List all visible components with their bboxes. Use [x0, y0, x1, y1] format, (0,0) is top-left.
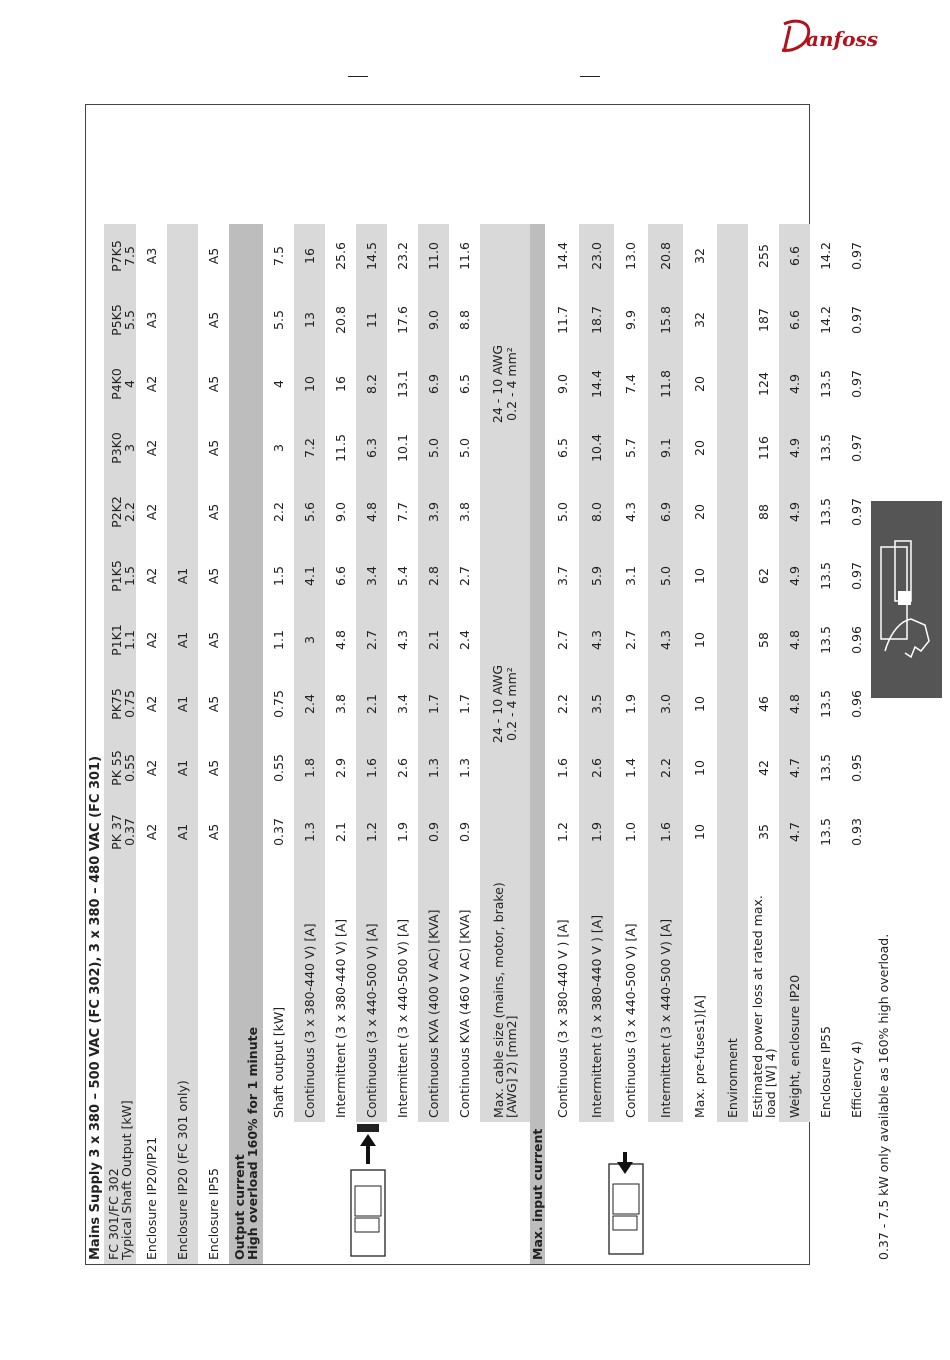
cell-value: 10 — [692, 632, 708, 648]
cell-value: 9.0 — [333, 502, 348, 522]
row-label: Max. pre-fuses1)[A] — [692, 995, 708, 1118]
danfoss-logo — [778, 16, 890, 60]
cell-value: 9.0 — [418, 288, 449, 352]
blank — [748, 1122, 779, 1264]
cell-value — [167, 224, 198, 288]
output-row — [418, 224, 449, 1264]
cell-value: 255 — [756, 244, 771, 268]
cell-value: A2 — [144, 631, 159, 649]
cell-value — [717, 800, 748, 864]
cell-value: 1.2 — [356, 800, 387, 864]
cable-size-row — [480, 224, 530, 1264]
output-row — [294, 224, 325, 1264]
cell-value: A1 — [167, 608, 198, 672]
cell-value: 2.7 — [356, 608, 387, 672]
cell-value: 0.75 — [271, 690, 286, 718]
cell-value: 5.5 — [271, 310, 286, 330]
row-label: Intermittent (3 x 440-500 V) [A] — [648, 864, 682, 1122]
cell-value: 187 — [756, 308, 771, 332]
svg-text:anfoss: anfoss — [806, 27, 878, 51]
cell-value — [717, 672, 748, 736]
row-label: Intermittent (3 x 440-500 V) [A] — [395, 918, 410, 1118]
output-row — [387, 224, 418, 1264]
cell-value: A5 — [206, 695, 221, 713]
cell-value: 0.97 — [849, 370, 864, 398]
cell-value: 88 — [756, 504, 771, 520]
cell-value: A1 — [167, 544, 198, 608]
cell-value: 18.7 — [579, 288, 613, 352]
cell-value: 7.4 — [623, 374, 639, 394]
drive-motor-picture — [263, 1122, 530, 1264]
cell-value: 3.7 — [554, 566, 570, 586]
row-label: Shaft output [kW] — [271, 1006, 286, 1118]
cell-value — [167, 480, 198, 544]
cell-value: 13.5 — [818, 498, 833, 526]
cell-value: 7.2 — [294, 416, 325, 480]
row-label: Intermittent (3 x 380-440 V) [A] — [333, 918, 348, 1118]
rotated-table — [86, 114, 891, 1264]
cell-value: 10 — [692, 824, 708, 840]
cell-value: 11.8 — [648, 352, 682, 416]
cell-value: 5.7 — [623, 438, 639, 458]
row-label: Continuous (3 x 380-440 V ) [A] — [554, 919, 570, 1118]
model-header: PK 55 0.55 — [104, 736, 136, 800]
env-row — [748, 224, 779, 1264]
cell-value: 3 — [271, 444, 286, 452]
mains-supply-table — [86, 224, 872, 1264]
row-label: Continuous KVA (400 V AC) [KVA] — [418, 864, 449, 1122]
cell-value: 62 — [756, 568, 771, 584]
enclosure-ip20-ip21-row — [136, 224, 167, 1264]
cell-value: 0.96 — [849, 626, 864, 654]
row-label: Continuous (3 x 380-440 V) [A] — [294, 864, 325, 1122]
cell-value — [717, 736, 748, 800]
cell-value: 13.5 — [818, 818, 833, 846]
cell-value: 3.8 — [457, 502, 472, 522]
cell-value: A2 — [144, 759, 159, 777]
cell-value: 1.4 — [623, 758, 639, 778]
cell-value: 1.6 — [554, 758, 570, 778]
cell-value: 0.93 — [849, 818, 864, 846]
cell-value: 5.0 — [457, 438, 472, 458]
enclosure-ip20-fc301-row — [167, 224, 198, 1264]
env-row — [779, 224, 810, 1264]
cell-value: 2.1 — [356, 672, 387, 736]
cell-value: 25.6 — [333, 242, 348, 270]
environment-row — [717, 224, 748, 1264]
cell-value: A1 — [167, 736, 198, 800]
cell-value: 5.0 — [648, 544, 682, 608]
cell-value: A2 — [144, 823, 159, 841]
cell-value: 11 — [356, 288, 387, 352]
table-title: Mains Supply 3 x 380 – 500 VAC (FC 302), 3 x 380 – 480 VAC (FC 301) — [87, 755, 103, 1260]
cell-value: 4.3 — [623, 502, 639, 522]
cell-value: 6.6 — [779, 288, 810, 352]
cell-value: 1.7 — [418, 672, 449, 736]
cell-value: 13.5 — [818, 626, 833, 654]
cell-value: 10 — [692, 568, 708, 584]
cell-value: 10 — [692, 696, 708, 712]
cell-value: 8.8 — [457, 310, 472, 330]
cell-value: A1 — [167, 672, 198, 736]
cable-value: 24 - 10 AWG 0.2 - 4 mm² — [480, 544, 530, 864]
model-header: P7K5 7.5 — [104, 224, 136, 288]
cell-value — [717, 480, 748, 544]
cell-value: 3.5 — [579, 672, 613, 736]
footnote: 0.37 - 7.5 kW only available as 160% high overload. — [876, 933, 891, 1260]
input-row — [614, 224, 648, 1264]
cell-value: A5 — [206, 375, 221, 393]
output-row — [356, 224, 387, 1264]
row-label: Weight, enclosure IP20 — [779, 864, 810, 1122]
cell-value: 5.6 — [294, 480, 325, 544]
cell-value: 0.97 — [849, 498, 864, 526]
cell-value: 5.9 — [579, 544, 613, 608]
cell-value: 3.4 — [356, 544, 387, 608]
cell-value: 2.1 — [333, 822, 348, 842]
cell-value: 4.8 — [779, 608, 810, 672]
cell-value — [717, 352, 748, 416]
cell-value: 0.97 — [849, 242, 864, 270]
cell-value: 6.9 — [418, 352, 449, 416]
cell-value: 0.95 — [849, 754, 864, 782]
model-header: P1K5 1.5 — [104, 544, 136, 608]
cell-value: 23.0 — [579, 224, 613, 288]
cell-value: 20.8 — [333, 306, 348, 334]
cell-value: 0.55 — [271, 754, 286, 782]
cell-value: 6.6 — [333, 566, 348, 586]
cell-value: 4.8 — [356, 480, 387, 544]
cell-value: 4.3 — [395, 630, 410, 650]
environment-label: Environment — [717, 864, 748, 1122]
cell-value — [717, 224, 748, 288]
cell-value — [167, 416, 198, 480]
cell-value: 7.5 — [271, 246, 286, 266]
cell-value: 10.4 — [579, 416, 613, 480]
cell-value: 35 — [756, 824, 771, 840]
drive-input-picture — [545, 1122, 717, 1264]
cell-value: 4.8 — [333, 630, 348, 650]
cell-value: 0.97 — [849, 306, 864, 334]
cell-value: 2.4 — [294, 672, 325, 736]
row-label: Continuous (3 x 440-500 V) [A] — [623, 923, 639, 1118]
cell-value: 1.8 — [294, 736, 325, 800]
output-row — [449, 224, 480, 1264]
input-row — [683, 224, 717, 1264]
cell-value: 0.37 — [271, 818, 286, 846]
cell-value: 3 — [294, 608, 325, 672]
cell-value: A2 — [144, 439, 159, 457]
cell-value: 1.1 — [271, 630, 286, 650]
cell-value: 6.3 — [356, 416, 387, 480]
cell-value: 2.6 — [395, 758, 410, 778]
cell-value: A5 — [206, 567, 221, 585]
model-header: P2K2 2.2 — [104, 480, 136, 544]
cell-value: 42 — [756, 760, 771, 776]
input-row — [545, 224, 579, 1264]
cell-value: A5 — [206, 439, 221, 457]
output-band-label — [229, 224, 263, 1264]
cell-value — [717, 608, 748, 672]
cell-value: 4.7 — [779, 736, 810, 800]
cell-value: 4.3 — [579, 608, 613, 672]
cell-value: 11.7 — [554, 306, 570, 334]
row-label: Max. cable size (mains, motor, brake) [AWG] 2) [mm2] — [480, 864, 530, 1122]
cell-value: 6.5 — [457, 374, 472, 394]
cell-value: A5 — [206, 503, 221, 521]
cell-value: A5 — [206, 631, 221, 649]
cell-value: 3.9 — [418, 480, 449, 544]
model-header: P4K0 4 — [104, 352, 136, 416]
cell-value: 7.7 — [395, 502, 410, 522]
cell-value: 5.0 — [554, 502, 570, 522]
blank — [841, 1122, 872, 1264]
cell-value: 13.5 — [818, 434, 833, 462]
max-input-current-band — [530, 224, 545, 1264]
cell-value: 3.4 — [395, 694, 410, 714]
cell-value: 2.7 — [554, 630, 570, 650]
cell-value: 0.9 — [418, 800, 449, 864]
output-row — [263, 224, 294, 1264]
fc-label: FC 301/FC 302 Typical Shaft Output [kW] — [104, 864, 136, 1264]
cell-value: 17.6 — [395, 306, 410, 334]
cell-value: 2.8 — [418, 544, 449, 608]
cell-value: 1.6 — [648, 800, 682, 864]
cell-value: 11.6 — [457, 242, 472, 270]
cell-value: 10 — [692, 760, 708, 776]
cell-value: 124 — [756, 372, 771, 396]
cell-value: 4.1 — [294, 544, 325, 608]
cell-value: 13 — [294, 288, 325, 352]
cell-value: A3 — [144, 311, 159, 329]
cell-value: 14.2 — [818, 242, 833, 270]
cell-value: 46 — [756, 696, 771, 712]
cell-value: 9.9 — [623, 310, 639, 330]
cell-value: 11.5 — [333, 434, 348, 462]
cell-value: 20.8 — [648, 224, 682, 288]
cell-value: 2.9 — [333, 758, 348, 778]
cell-value: 11.0 — [418, 224, 449, 288]
cell-value: 2.4 — [457, 630, 472, 650]
cell-value: 2.7 — [457, 566, 472, 586]
cell-value: 23.2 — [395, 242, 410, 270]
cell-value: 2.2 — [554, 694, 570, 714]
cell-value: 16 — [294, 224, 325, 288]
cell-value: 4.8 — [779, 672, 810, 736]
cell-value: 1.5 — [271, 566, 286, 586]
cell-value: 13.5 — [818, 562, 833, 590]
row-label: Enclosure IP55 — [206, 1168, 221, 1260]
cell-value: 14.2 — [818, 306, 833, 334]
output-band-line1: Output current — [232, 1154, 247, 1260]
cell-value: 20 — [692, 440, 708, 456]
row-label: Estimated power loss at rated max. load [W] 4) — [749, 895, 778, 1118]
cell-value: A5 — [206, 823, 221, 841]
cell-value: 14.5 — [356, 224, 387, 288]
model-header: PK75 0.75 — [104, 672, 136, 736]
cell-value: 5.4 — [395, 566, 410, 586]
cell-value: 1.9 — [623, 694, 639, 714]
cell-value: 13.1 — [395, 370, 410, 398]
env-row — [841, 224, 872, 1264]
cell-value: 16 — [333, 376, 348, 392]
cell-value: 10 — [294, 352, 325, 416]
cell-value: 2.1 — [418, 608, 449, 672]
cell-value: 4.9 — [779, 544, 810, 608]
cell-value: 20 — [692, 376, 708, 392]
model-header: P5K5 5.5 — [104, 288, 136, 352]
cell-value: 6.9 — [648, 480, 682, 544]
cell-value: A5 — [206, 247, 221, 265]
cell-value: 1.3 — [418, 736, 449, 800]
cell-value: A2 — [144, 567, 159, 585]
drive-input-icon — [545, 1122, 715, 1264]
cell-value: 0.97 — [849, 434, 864, 462]
cell-value: 1.9 — [395, 822, 410, 842]
cell-value: 4.9 — [779, 480, 810, 544]
cell-value: 2.2 — [271, 502, 286, 522]
cable-value: 24 - 10 AWG 0.2 - 4 mm² — [480, 224, 530, 544]
cell-value: 9.0 — [554, 374, 570, 394]
cell-value: 6.6 — [779, 224, 810, 288]
row-label: Continuous KVA (460 V AC) [KVA] — [457, 909, 472, 1118]
cell-value: A1 — [167, 800, 198, 864]
output-current-band — [229, 224, 263, 1264]
cell-value: 0.9 — [457, 822, 472, 842]
cell-value: 3.1 — [623, 566, 639, 586]
cell-value — [717, 416, 748, 480]
cell-value: 58 — [756, 632, 771, 648]
cell-value: 13.0 — [623, 242, 639, 270]
cell-value: 0.96 — [849, 690, 864, 718]
cell-value: 10.1 — [395, 434, 410, 462]
cell-value — [717, 544, 748, 608]
row-label: Intermittent (3 x 380-440 V ) [A] — [579, 864, 613, 1122]
cell-value: 15.8 — [648, 288, 682, 352]
cell-value: 8.2 — [356, 352, 387, 416]
cell-value: 1.9 — [579, 800, 613, 864]
cell-value: A5 — [206, 759, 221, 777]
drive-output-icon — [271, 1122, 521, 1264]
cell-value: 14.4 — [554, 242, 570, 270]
cell-value: 20 — [692, 504, 708, 520]
blank — [717, 1122, 748, 1264]
cell-value: 9.1 — [648, 416, 682, 480]
cell-value: 1.3 — [457, 758, 472, 778]
cell-value: 0.97 — [849, 562, 864, 590]
cell-value — [167, 288, 198, 352]
cell-value: 4 — [271, 380, 286, 388]
row-label: Continuous (3 x 440-500 V) [A] — [356, 864, 387, 1122]
cell-value: 4.9 — [779, 352, 810, 416]
cell-value: 1.0 — [623, 822, 639, 842]
cell-value: 4.7 — [779, 800, 810, 864]
row-label: Enclosure IP55 — [818, 1026, 833, 1118]
blank — [779, 1122, 810, 1264]
cell-value: 1.6 — [356, 736, 387, 800]
env-row — [810, 224, 841, 1264]
cell-value: 1.2 — [554, 822, 570, 842]
model-header: P3K0 3 — [104, 416, 136, 480]
output-row — [325, 224, 356, 1264]
cell-value: 116 — [756, 436, 771, 460]
cell-value: A2 — [144, 503, 159, 521]
input-row — [579, 224, 613, 1264]
cell-value — [167, 352, 198, 416]
crop-mark — [580, 76, 600, 77]
cell-value: A2 — [144, 375, 159, 393]
model-header: PK 37 0.37 — [104, 800, 136, 864]
cell-value: 4.9 — [779, 416, 810, 480]
cell-value: 1.3 — [294, 800, 325, 864]
crop-mark — [348, 76, 368, 77]
cell-value: 2.2 — [648, 736, 682, 800]
cell-value: 4.3 — [648, 608, 682, 672]
row-label: Enclosure IP20 (FC 301 only) — [167, 864, 198, 1264]
cell-value — [717, 288, 748, 352]
cell-value: 2.6 — [579, 736, 613, 800]
cell-value: 2.7 — [623, 630, 639, 650]
cell-value: 3.8 — [333, 694, 348, 714]
row-label: Efficiency 4) — [849, 1040, 864, 1118]
output-band-line2: High overload 160% for 1 minute — [245, 1026, 260, 1260]
input-band-label: Max. input current — [530, 224, 545, 1264]
cell-value: A3 — [144, 247, 159, 265]
cell-value: 3.0 — [648, 672, 682, 736]
cell-value: 32 — [692, 312, 708, 328]
row-label: Enclosure IP20/IP21 — [144, 1136, 159, 1260]
model-header: P1K1 1.1 — [104, 608, 136, 672]
cell-value: 5.0 — [418, 416, 449, 480]
enclosure-ip55-row — [198, 224, 229, 1264]
cell-value: 1.7 — [457, 694, 472, 714]
cell-value: 13.5 — [818, 370, 833, 398]
cell-value: 13.5 — [818, 690, 833, 718]
cell-value: 6.5 — [554, 438, 570, 458]
blank — [810, 1122, 841, 1264]
input-row — [648, 224, 682, 1264]
cell-value: A2 — [144, 695, 159, 713]
cell-value: 13.5 — [818, 754, 833, 782]
cell-value: 14.4 — [579, 352, 613, 416]
cell-value: 8.0 — [579, 480, 613, 544]
cell-value: 32 — [692, 248, 708, 264]
cell-value: A5 — [206, 311, 221, 329]
